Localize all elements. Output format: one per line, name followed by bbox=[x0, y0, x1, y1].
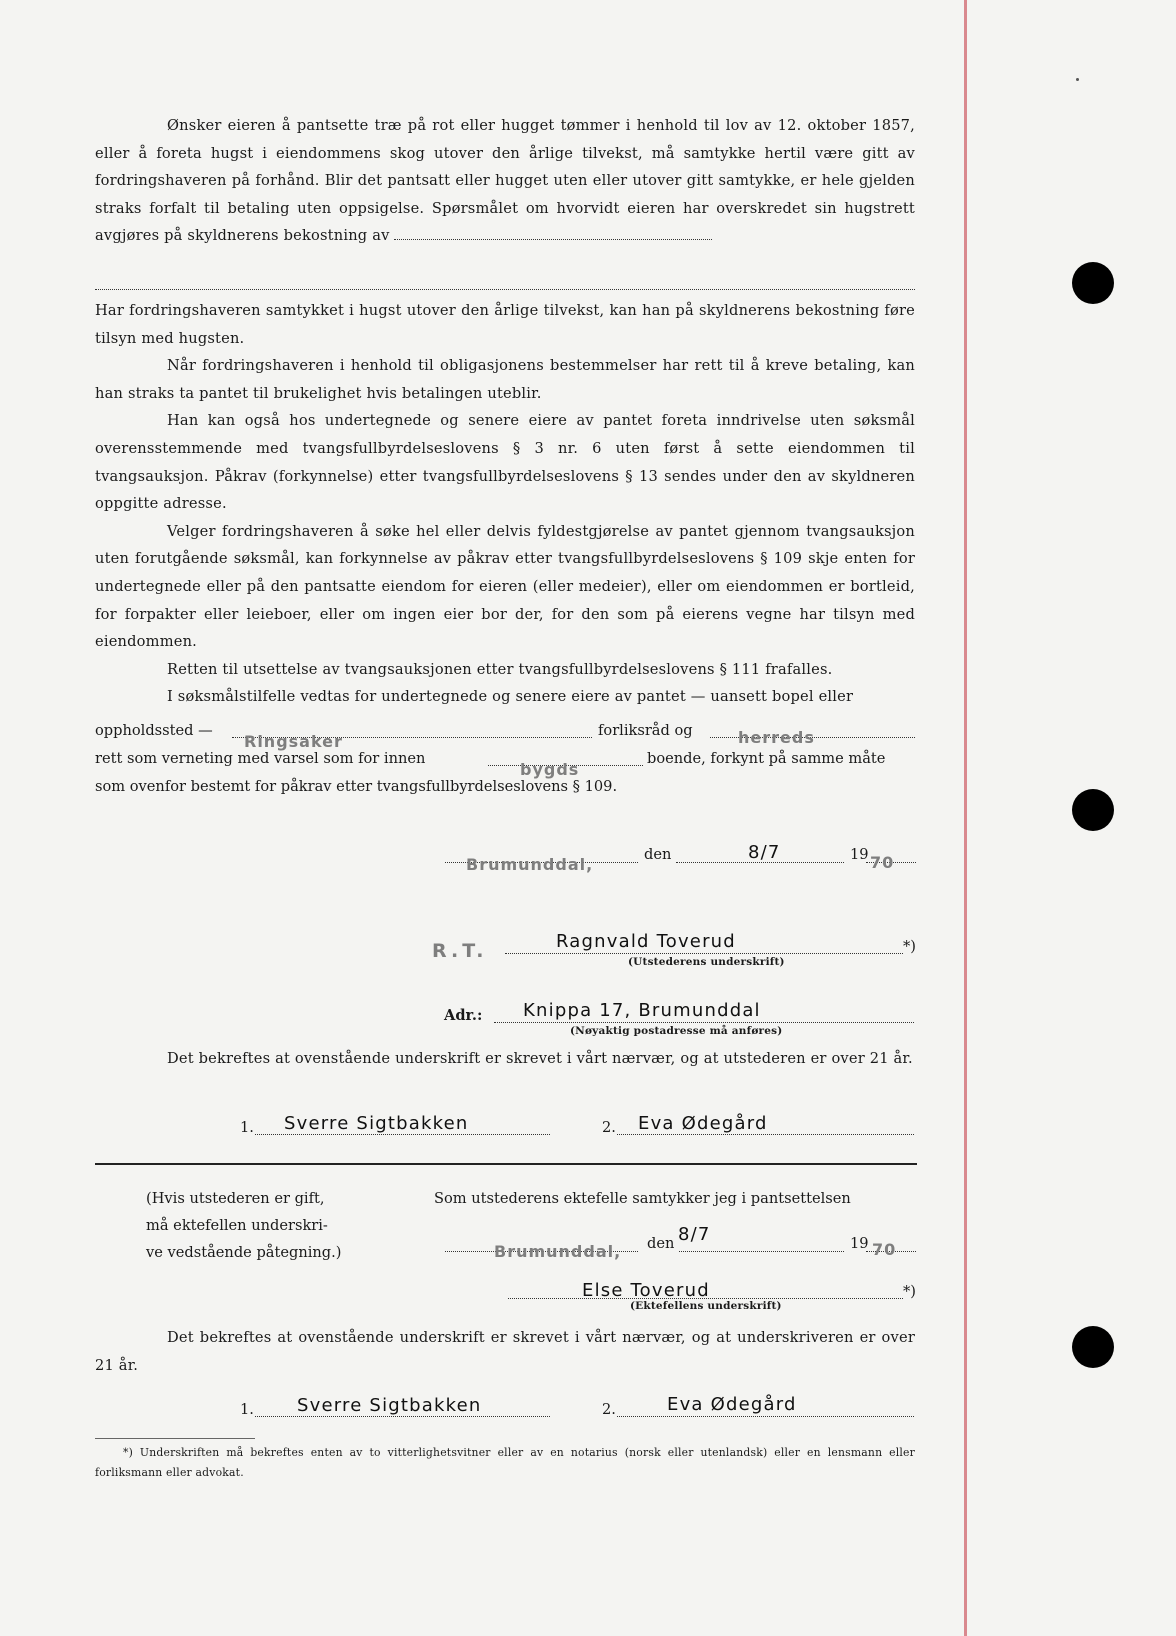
date2-day-line bbox=[679, 1251, 844, 1252]
witness2-number-1: 1. bbox=[240, 1401, 254, 1418]
witness1-number-2: 2. bbox=[602, 1119, 616, 1136]
stamp-herreds: herreds bbox=[738, 728, 815, 747]
paper-speck bbox=[1076, 78, 1079, 81]
witness1-name-2: Eva Ødegård bbox=[638, 1113, 768, 1134]
paragraph-betaling: Når fordringshaveren i henhold til obligasjonens bestemmelser har rett til å kreve betaling, kan han straks ta pantet til brukelighet hvis betalingen uteblir. bbox=[95, 357, 915, 402]
witness1-line-2 bbox=[617, 1134, 914, 1135]
spouse-signature: Else Toverud bbox=[582, 1280, 710, 1301]
punch-hole-middle bbox=[1072, 789, 1114, 831]
witness1-line-1 bbox=[255, 1134, 550, 1135]
venue-line2-end: boende, forkynt på samme måte bbox=[647, 750, 886, 767]
venue-line1-mid: forliksråd og bbox=[598, 722, 693, 739]
issuer-signature: Ragnvald Toverud bbox=[556, 931, 736, 952]
paragraph-tilsyn: Har fordringshaveren samtykket i hugst utover den årlige tilvekst, kan han på skyldnerens bekostning føre tilsyn med hugsten. bbox=[95, 302, 915, 347]
main-text-block bbox=[95, 112, 915, 250]
witness2-name-1: Sverre Sigtbakken bbox=[297, 1395, 482, 1416]
stamp-ringsaker: Ringsaker bbox=[244, 732, 343, 751]
date2-day: 8/7 bbox=[678, 1224, 711, 1245]
red-margin-line bbox=[964, 0, 967, 1636]
witness-text-1-block bbox=[95, 1045, 915, 1073]
paragraph-inndrivelse: Han kan også hos undertegnede og senere eiere av pantet foreta inndrivelse uten søksmål overensstemmende med tvangsfullbyrdelseslovens § 3 nr. 6 uten først å sette eiendommen til tvangsauksjon. Påkrav (forkynnelse) etter tvangsfullbyrdelseslovens § 13 sendes under den av skyldneren oppgitte adresse. bbox=[95, 412, 915, 513]
spouse-note-1: (Hvis utstederen er gift, bbox=[146, 1190, 325, 1207]
venue-line3: som ovenfor bestemt for påkrav etter tvangsfullbyrdelseslovens § 109. bbox=[95, 778, 618, 795]
paragraph-soksmal: I søksmålstilfelle vedtas for undertegnede og senere eiere av pantet — uansett bopel eller bbox=[167, 688, 854, 706]
date1-year-suffix: 70 bbox=[870, 853, 895, 872]
section-divider bbox=[95, 1163, 917, 1165]
blank-line bbox=[95, 289, 915, 290]
spouse-sig-caption: (Ektefellens underskrift) bbox=[630, 1300, 782, 1312]
issuer-initials-stamp: R.T. bbox=[432, 940, 488, 962]
date2-den: den bbox=[647, 1235, 675, 1252]
footnote-block bbox=[95, 1443, 915, 1483]
issuer-sig-line bbox=[505, 953, 903, 954]
adr-label: Adr.: bbox=[444, 1007, 483, 1024]
main-text-block-2 bbox=[95, 297, 915, 711]
witness2-name-2: Eva Ødegård bbox=[667, 1394, 797, 1415]
witness2-line-2 bbox=[617, 1416, 914, 1417]
date2-place-stamp: Brumunddal, bbox=[494, 1242, 622, 1261]
punch-hole-top bbox=[1072, 262, 1114, 304]
date1-day: 8/7 bbox=[748, 842, 781, 863]
issuer-sig-caption: (Utstederens underskrift) bbox=[628, 956, 785, 968]
witness2-line-1 bbox=[255, 1416, 550, 1417]
date1-den: den bbox=[644, 846, 672, 863]
date1-place-stamp: Brumunddal, bbox=[466, 855, 594, 874]
issuer-star: *) bbox=[903, 938, 916, 955]
spouse-consent: Som utstederens ektefelle samtykker jeg i pantsettelsen bbox=[434, 1190, 851, 1207]
date2-year-suffix: 70 bbox=[872, 1240, 897, 1259]
footnote-text: *) Underskriften må bekreftes enten av to vitterlighetsvitner eller av en notarius (norsk eller utenlandsk) eller en lensmann eller forliksmann eller advokat. bbox=[95, 1446, 915, 1479]
paragraph-utsettelse: Retten til utsettelse av tvangsauksjonen etter tvangsfullbyrdelseslovens § 111 frafalles. bbox=[167, 660, 833, 678]
adr-caption: (Nøyaktig postadresse må anføres) bbox=[570, 1025, 783, 1037]
date1-year-prefix: 19 bbox=[850, 846, 869, 863]
stamp-bygds: bygds bbox=[520, 760, 580, 779]
witness2-number-2: 2. bbox=[602, 1401, 616, 1418]
issuer-address: Knippa 17, Brumunddal bbox=[523, 1000, 761, 1021]
witness1-number-1: 1. bbox=[240, 1119, 254, 1136]
spouse-note-3: ve vedstående påtegning.) bbox=[146, 1244, 342, 1261]
venue-line1-start: oppholdssted — bbox=[95, 722, 213, 739]
paragraph-tvangsauksjon: Velger fordringshaveren å søke hel eller delvis fyldestgjørelse av pantet gjennom tvangsauksjon uten forutgående søksmål, kan forkynnelse av påkrav etter tvangsfullbyrdelseslovens § 109 skje enten for undertegnede eller på den pantsatte eiendom for eieren (eller medeier), eller om eiendommen er bortleid, for forpakter eller leieboer, eller om ingen eier bor der, for den som på eierens vegne har tilsyn med eiendommen. bbox=[95, 522, 915, 651]
spouse-note-2: må ektefellen underskri- bbox=[146, 1217, 328, 1234]
paragraph-hugst: Ønsker eieren å pantsette træ på rot eller hugget tømmer i henhold til lov av 12. oktober 1857, eller å foreta hugst i eiendommens skog utover den årlige tilvekst, må samtykke hertil være gitt av fordringshaveren på forhånd. Blir det pantsatt eller hugget uten eller utover gitt samtykke, er hele gjelden straks forfalt til betaling uten oppsigelse. Spørsmålet om hvorvidt eieren har overskredet sin hugstrett avgjøres på skyldnerens bekostning av bbox=[95, 117, 915, 245]
witness-text-1: Det bekreftes at ovenstående underskrift er skrevet i vårt nærvær, og at utstederen er over 21 år. bbox=[167, 1050, 913, 1067]
spouse-star: *) bbox=[903, 1283, 916, 1300]
address-line bbox=[494, 1022, 914, 1023]
date2-year-prefix: 19 bbox=[850, 1235, 869, 1252]
witness-text-2-block bbox=[95, 1324, 915, 1379]
punch-hole-bottom bbox=[1072, 1326, 1114, 1368]
witness-text-2: Det bekreftes at ovenstående underskrift er skrevet i vårt nærvær, og at underskriveren er over 21 år. bbox=[95, 1329, 915, 1374]
witness1-name-1: Sverre Sigtbakken bbox=[284, 1113, 469, 1134]
footnote-rule bbox=[95, 1438, 255, 1439]
venue-line2-start: rett som verneting med varsel som for innen bbox=[95, 750, 426, 767]
